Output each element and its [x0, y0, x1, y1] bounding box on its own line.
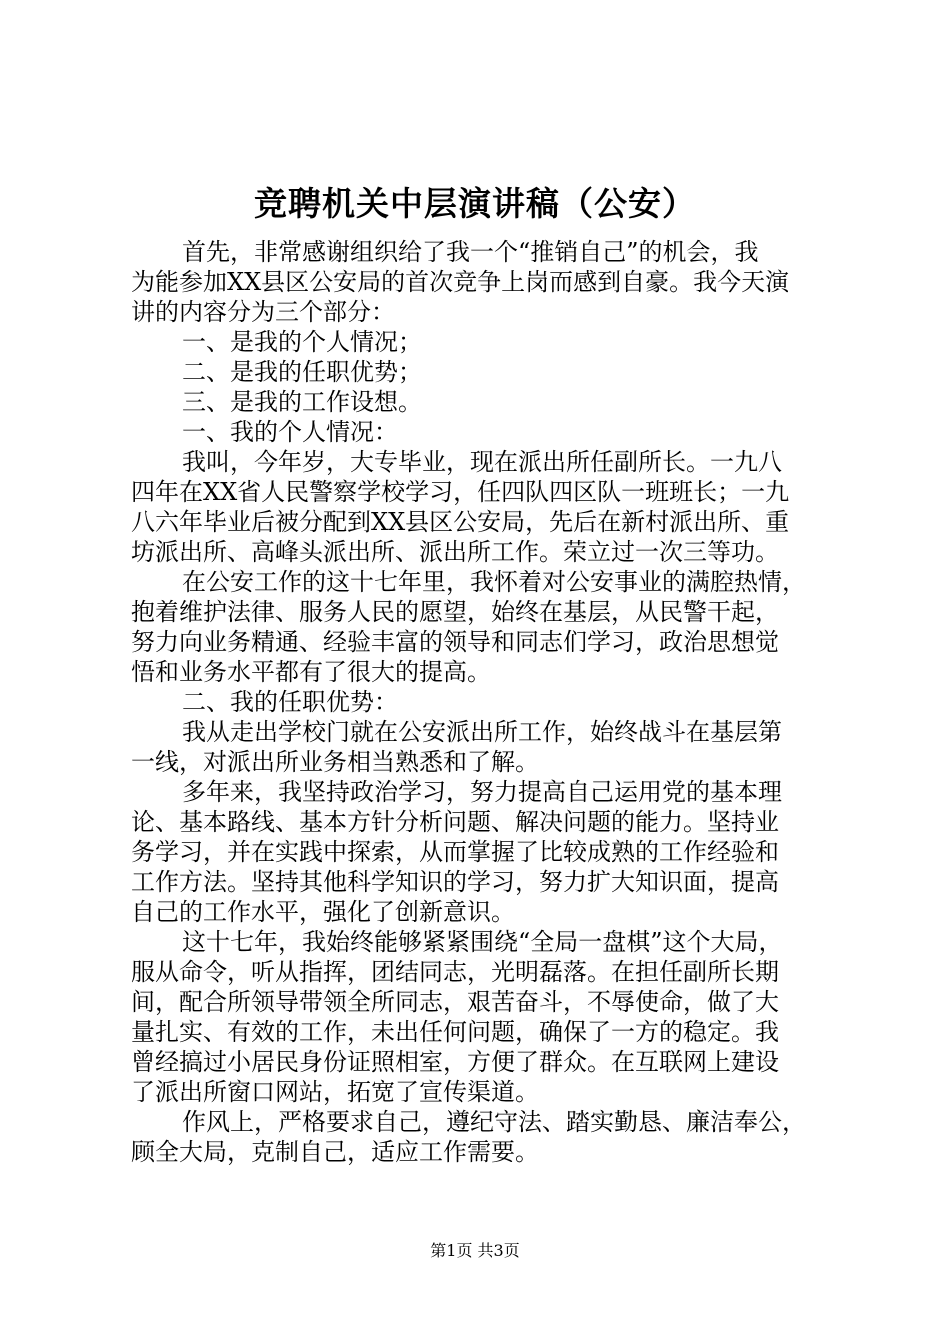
text-line: 间，配合所领导带领全所同志，艰苦奋斗，不辱使命，做了大 — [131, 988, 779, 1016]
text-line: 工作方法。坚持其他科学知识的学习，努力扩大知识面，提高 — [131, 868, 779, 896]
text-line: 务学习，并在实践中探索，从而掌握了比较成熟的工作经验和 — [131, 838, 779, 866]
text-line: 坊派出所、高峰头派出所、派出所工作。荣立过一次三等功。 — [131, 538, 779, 566]
page-footer: 第1页 共3页 — [430, 1241, 520, 1260]
text-line: 讲的内容分为三个部分： — [131, 298, 395, 326]
document-body — [131, 237, 831, 1167]
text-line: 顾全大局，克制自己，适应工作需要。 — [131, 1138, 539, 1166]
text-line: 二、是我的任职优势； — [182, 358, 422, 386]
text-line: 首先，非常感谢组织给了我一个“推销自己”的机会，我 — [182, 238, 759, 266]
text-line: 了派出所窗口网站，拓宽了宣传渠道。 — [131, 1078, 539, 1106]
text-line: 在公安工作的这十七年里，我怀着对公安事业的满腔热情， — [182, 568, 806, 596]
text-line: 三、是我的工作设想。 — [182, 388, 422, 416]
text-line: 我从走出学校门就在公安派出所工作，始终战斗在基层第 — [182, 718, 782, 746]
text-line: 量扎实、有效的工作，未出任何问题，确保了一方的稳定。我 — [131, 1018, 779, 1046]
document-title: 竞聘机关中层演讲稿（公安） — [254, 184, 696, 223]
text-line: 悟和业务水平都有了很大的提高。 — [131, 658, 491, 686]
text-line: 二、我的任职优势： — [182, 688, 398, 716]
text-line: 一、是我的个人情况； — [182, 328, 422, 356]
text-line: 四年在XX省人民警察学校学习，任四队四区队一班班长；一九 — [131, 478, 790, 506]
text-line: 服从命令，听从指挥，团结同志，光明磊落。在担任副所长期 — [131, 958, 779, 986]
text-line: 努力向业务精通、经验丰富的领导和同志们学习，政治思想觉 — [131, 628, 779, 656]
text-line: 为能参加XX县区公安局的首次竞争上岗而感到自豪。我今天演 — [131, 268, 790, 296]
text-line: 曾经搞过小居民身份证照相室，方便了群众。在互联网上建设 — [131, 1048, 779, 1076]
text-line: 八六年毕业后被分配到XX县区公安局，先后在新村派出所、重 — [131, 508, 790, 536]
text-line: 一、我的个人情况： — [182, 418, 398, 446]
text-line: 一线，对派出所业务相当熟悉和了解。 — [131, 748, 539, 776]
text-line: 自己的工作水平，强化了创新意识。 — [131, 898, 515, 926]
text-line: 论、基本路线、基本方针分析问题、解决问题的能力。坚持业 — [131, 808, 779, 836]
text-line: 多年来，我坚持政治学习，努力提高自己运用党的基本理 — [182, 778, 782, 806]
text-line: 抱着维护法律、服务人民的愿望，始终在基层，从民警干起， — [131, 598, 779, 626]
text-line: 我叫，今年岁，大专毕业，现在派出所任副所长。一九八 — [182, 448, 782, 476]
text-line: 作风上，严格要求自己，遵纪守法、踏实勤恳、廉洁奉公， — [182, 1108, 806, 1136]
text-line: 这十七年，我始终能够紧紧围绕“全局一盘棋”这个大局， — [182, 928, 783, 956]
